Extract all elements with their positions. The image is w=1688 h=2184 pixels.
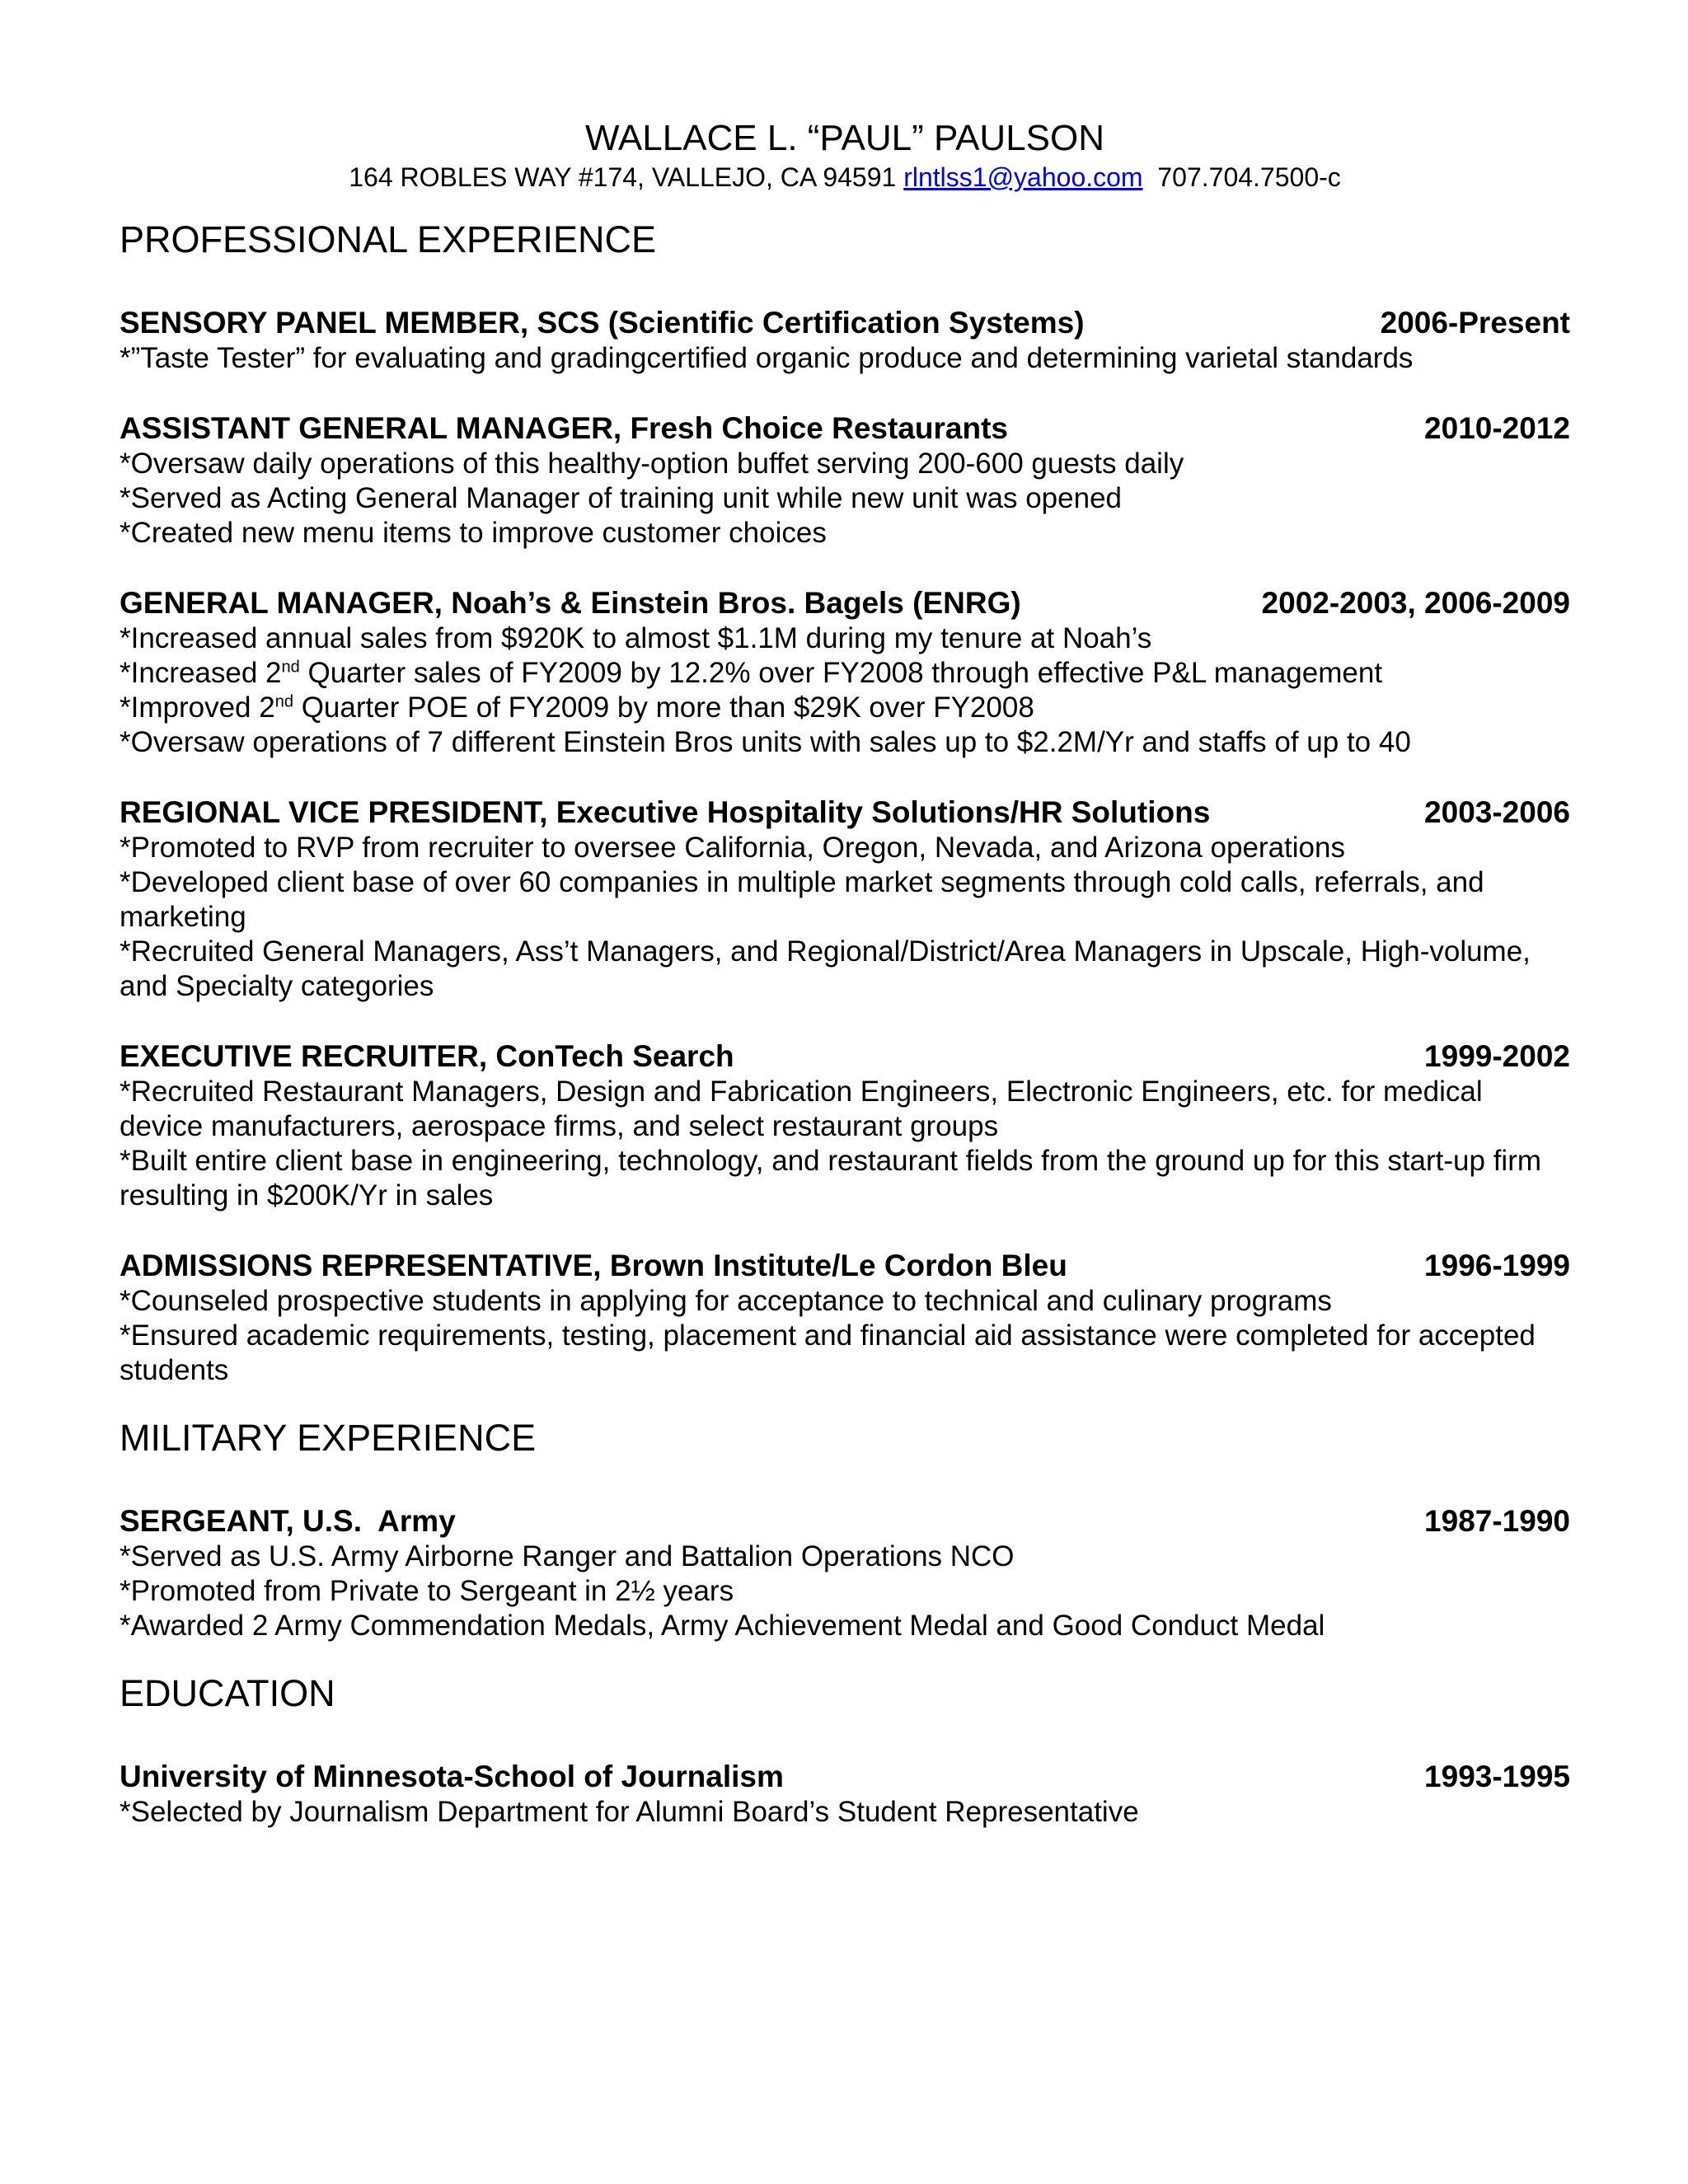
job-dates: 1996-1999: [1424, 1249, 1570, 1282]
bullet-item: *Built entire client base in engineering, technology, and restaurant fields from the ground up for this start-up firm resulting in $200K/Yr in sales: [120, 1145, 1542, 1212]
bullet-item: *Oversaw operations of 7 different Einstein Bros units with sales up to $2.2M/Yr and staffs of up to 40: [120, 726, 1411, 758]
bullet-text: *Increased 2: [120, 657, 282, 689]
education-entry: [120, 1759, 1570, 1830]
bullet-text: Quarter sales of FY2009 by 12.2% over FY2008 through effective P&L management: [299, 657, 1383, 689]
job-dates: 1999-2002: [1424, 1039, 1570, 1073]
bullet-item: [120, 691, 1570, 725]
job-title: GENERAL MANAGER, Noah’s & Einstein Bros. Bagels (ENRG): [120, 586, 1021, 620]
job-title: SERGEANT, U.S. Army: [120, 1504, 456, 1538]
bullet-item: *Promoted from Private to Sergeant in 2½ years: [120, 1575, 734, 1607]
job-entry: [120, 410, 1570, 551]
bullet-item: *Counseled prospective students in applying for acceptance to technical and culinary programs: [120, 1285, 1332, 1317]
bullet-item: [120, 656, 1570, 691]
bullet-item: *Awarded 2 Army Commendation Medals, Army Achievement Medal and Good Conduct Medal: [120, 1610, 1325, 1642]
job-dates: 2003-2006: [1424, 795, 1570, 829]
job-title: ASSISTANT GENERAL MANAGER, Fresh Choice Restaurants: [120, 411, 1008, 445]
job-dates: 2006-Present: [1380, 306, 1570, 340]
bullet-item: *Served as U.S. Army Airborne Ranger and Battalion Operations NCO: [120, 1540, 1015, 1572]
section-title-professional: PROFESSIONAL EXPERIENCE: [120, 218, 657, 260]
section-title-military: MILITARY EXPERIENCE: [120, 1417, 537, 1459]
job-dates: 2010-2012: [1424, 411, 1570, 445]
contact-line: [120, 162, 1570, 193]
bullet-item: *Developed client base of over 60 companies in multiple market segments through cold calls, referrals, and marketing: [120, 866, 1484, 933]
job-header: [120, 410, 1570, 447]
job-header: [120, 305, 1570, 341]
candidate-name: WALLACE L. “PAUL” PAULSON: [584, 118, 1105, 158]
job-header: [120, 1759, 1570, 1795]
resume-page: [120, 117, 1570, 1830]
bullet-item: *Served as Acting General Manager of training unit while new unit was opened: [120, 482, 1123, 514]
bullet-text: *Improved 2: [120, 691, 275, 724]
bullet-item: *Promoted to RVP from recruiter to oversee California, Oregon, Nevada, and Arizona operations: [120, 832, 1345, 864]
job-title: ADMISSIONS REPRESENTATIVE, Brown Institute/Le Cordon Bleu: [120, 1249, 1067, 1282]
bullet-item: *”Taste Tester” for evaluating and gradingcertified organic produce and determining varietal standards: [120, 342, 1414, 374]
bullet-item: *Recruited General Managers, Ass’t Managers, and Regional/District/Area Managers in Upscale, High-volume, and Specialty categories: [120, 935, 1531, 1002]
bullet-item: *Recruited Restaurant Managers, Design and Fabrication Engineers, Electronic Engineers, etc. for medical device manufacturers, aerospace firms, and select restaurant groups: [120, 1076, 1483, 1142]
bullet-item: *Selected by Journalism Department for Alumni Board’s Student Representative: [120, 1796, 1139, 1828]
job-entry: [120, 1038, 1570, 1213]
bullet-item: *Created new menu items to improve customer choices: [120, 517, 827, 549]
job-title: EXECUTIVE RECRUITER, ConTech Search: [120, 1039, 734, 1073]
job-header: [120, 1503, 1570, 1540]
job-header: [120, 1038, 1570, 1075]
education-dates: 1993-1995: [1424, 1760, 1570, 1793]
job-title: REGIONAL VICE PRESIDENT, Executive Hospitality Solutions/HR Solutions: [120, 795, 1211, 829]
professional-job-list: [120, 305, 1570, 1388]
job-entry: [120, 794, 1570, 1004]
ordinal-suffix: nd: [281, 658, 300, 677]
bullet-item: *Oversaw daily operations of this healthy-option buffet serving 200-600 guests daily: [120, 448, 1184, 480]
bullet-text: Quarter POE of FY2009 by more than $29K over FY2008: [293, 691, 1034, 724]
job-header: [120, 794, 1570, 831]
bullet-item: *Increased annual sales from $920K to almost $1.1M during my tenure at Noah’s: [120, 622, 1152, 654]
job-header: [120, 585, 1570, 621]
email-link[interactable]: rlntlss1@yahoo.com: [903, 162, 1143, 192]
job-dates: 2002-2003, 2006-2009: [1261, 586, 1570, 620]
job-header: [120, 1248, 1570, 1284]
job-entry: [120, 585, 1570, 760]
ordinal-suffix: nd: [274, 692, 293, 711]
address: 164 ROBLES WAY #174, VALLEJO, CA 94591: [349, 162, 897, 192]
job-entry: [120, 305, 1570, 376]
school-name: University of Minnesota-School of Journalism: [120, 1760, 784, 1793]
phone: 707.704.7500-c: [1157, 162, 1341, 192]
bullet-item: *Ensured academic requirements, testing, placement and financial aid assistance were completed for accepted students: [120, 1319, 1536, 1386]
job-title: SENSORY PANEL MEMBER, SCS (Scientific Certification Systems): [120, 306, 1085, 340]
military-entry: [120, 1503, 1570, 1643]
job-dates: 1987-1990: [1424, 1504, 1570, 1538]
section-title-education: EDUCATION: [120, 1672, 335, 1714]
job-entry: [120, 1248, 1570, 1388]
